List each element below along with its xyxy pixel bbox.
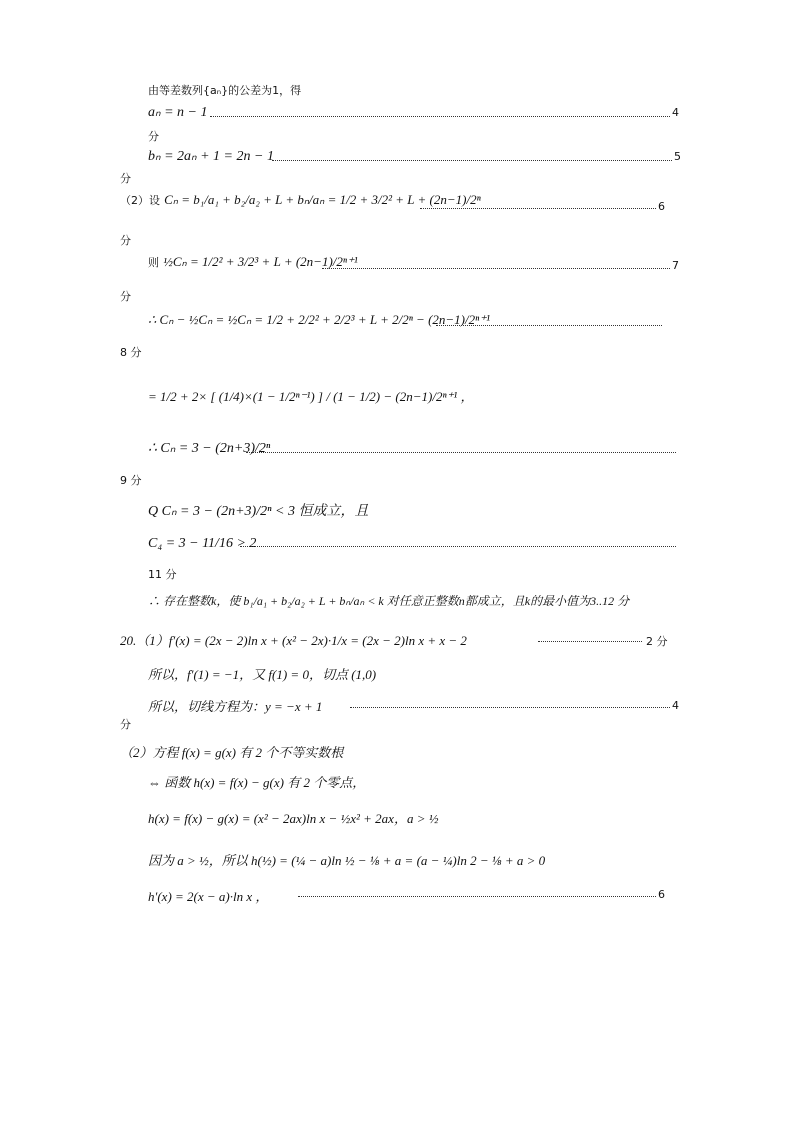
score-unit: 8 分 bbox=[120, 346, 142, 359]
formula-c4 bbox=[148, 536, 256, 552]
formula: 因为 a > ½，所以 h(½) = (¼ − a)ln ½ − ⅛ + a = (a − ¼)ln 2 − ⅛ + a > 0 bbox=[148, 853, 546, 868]
h-half-value bbox=[148, 850, 545, 869]
score-mark: 6 bbox=[658, 888, 665, 901]
leader-dots bbox=[210, 116, 670, 117]
score-unit: 分 bbox=[120, 718, 131, 731]
score-mark: 7 bbox=[672, 259, 679, 272]
score-mark: 6 bbox=[658, 200, 665, 213]
score-unit: 11 分 bbox=[148, 568, 177, 581]
leader-dots bbox=[272, 160, 672, 161]
formula: ∴ Cₙ − ½Cₙ = ½Cₙ = 1/2 + 2/2² + 2/2³ + L + 2/2ⁿ − (2n−1)/2ⁿ⁺¹ bbox=[148, 312, 490, 327]
formula: Q Cₙ = 3 − (2n+3)/2ⁿ < 3 恒成立，且 bbox=[148, 504, 369, 519]
score-mark: 2 分 bbox=[646, 635, 668, 648]
formula: h(x) = f(x) − g(x) = (x² − 2ax)ln x − ½x² + 2ax，a > ½ bbox=[148, 811, 439, 826]
formula: h′(x) = 2(x − a)·ln x ， bbox=[148, 889, 269, 904]
h-definition bbox=[148, 808, 438, 827]
formula: = 1/2 + 2× [ (1/4)×(1 − 1/2ⁿ⁻¹) ] / (1 − 1/2) − (2n−1)/2ⁿ⁺¹ ， bbox=[148, 389, 474, 404]
formula: ⇔ 函数 h(x) = f(x) − g(x) 有 2 个零点， bbox=[148, 775, 366, 790]
tangent-line bbox=[148, 696, 322, 715]
formula: （2）方程 f(x) = g(x) 有 2 个不等实数根 bbox=[120, 745, 344, 760]
tangent-point bbox=[148, 664, 376, 683]
h-derivative bbox=[148, 886, 268, 905]
leader-dots bbox=[246, 452, 676, 453]
formula-bound bbox=[148, 500, 368, 520]
formula: 所以，切线方程为：y = −x + 1 bbox=[148, 699, 323, 714]
score-unit: 分 bbox=[120, 234, 131, 247]
score-unit: 分 bbox=[120, 290, 131, 303]
leader-dots bbox=[240, 546, 676, 547]
formula-an bbox=[148, 104, 207, 121]
score-mark: 5 bbox=[674, 150, 681, 163]
leader-dots bbox=[420, 208, 656, 209]
formula: 所以，f′(1) = −1，又 f(1) = 0，切点 (1,0) bbox=[148, 667, 377, 682]
label: （2）设 bbox=[120, 194, 160, 207]
statement-line bbox=[148, 82, 301, 98]
leader-dots bbox=[322, 268, 670, 269]
score-unit: 9 分 bbox=[120, 474, 142, 487]
formula: ∴ 存在整数k，使 b₁/a₁ + b₂/a₂ + L + bₙ/aₙ < k 对任意正整数n都成立，且k的最小值为3..12 分 bbox=[148, 594, 630, 608]
formula: ∴ Cₙ = 3 − (2n+3)/2ⁿ bbox=[148, 441, 271, 456]
formula-geometric bbox=[148, 386, 474, 405]
leader-dots bbox=[538, 641, 642, 642]
formula: bₙ = 2aₙ + 1 = 2n − 1 bbox=[148, 149, 274, 164]
formula-cn-sum bbox=[120, 192, 481, 208]
formula-cn-result bbox=[148, 440, 270, 457]
q20-derivative bbox=[120, 630, 467, 649]
formula: 20.（1）f′(x) = (2x − 2)ln x + (x² − 2x)·1/x = (2x − 2)ln x + x − 2 bbox=[120, 633, 467, 648]
leader-dots bbox=[436, 325, 662, 326]
formula: aₙ = n − 1 bbox=[148, 105, 208, 120]
score-unit: 分 bbox=[120, 172, 131, 185]
equiv-zeros bbox=[148, 772, 365, 791]
formula: C₄ = 3 − 11/16 > 2 bbox=[148, 536, 257, 551]
leader-dots bbox=[350, 707, 670, 708]
conclusion-k bbox=[148, 592, 629, 609]
text: 由等差数列{aₙ}的公差为1，得 bbox=[148, 84, 302, 97]
score-unit: 分 bbox=[148, 130, 159, 143]
score-mark: 4 bbox=[672, 699, 679, 712]
score-mark: 4 bbox=[672, 106, 679, 119]
q20-part2 bbox=[120, 742, 343, 761]
formula: ½Cₙ = 1/2² + 3/2³ + L + (2n−1)/2ⁿ⁺¹ bbox=[163, 254, 358, 269]
formula-bn bbox=[148, 148, 274, 165]
label: 则 bbox=[148, 256, 159, 269]
leader-dots bbox=[298, 896, 656, 897]
formula: Cₙ = b₁/a₁ + b₂/a₂ + L + bₙ/aₙ = 1/2 + 3/2² + L + (2n−1)/2ⁿ bbox=[164, 192, 481, 207]
